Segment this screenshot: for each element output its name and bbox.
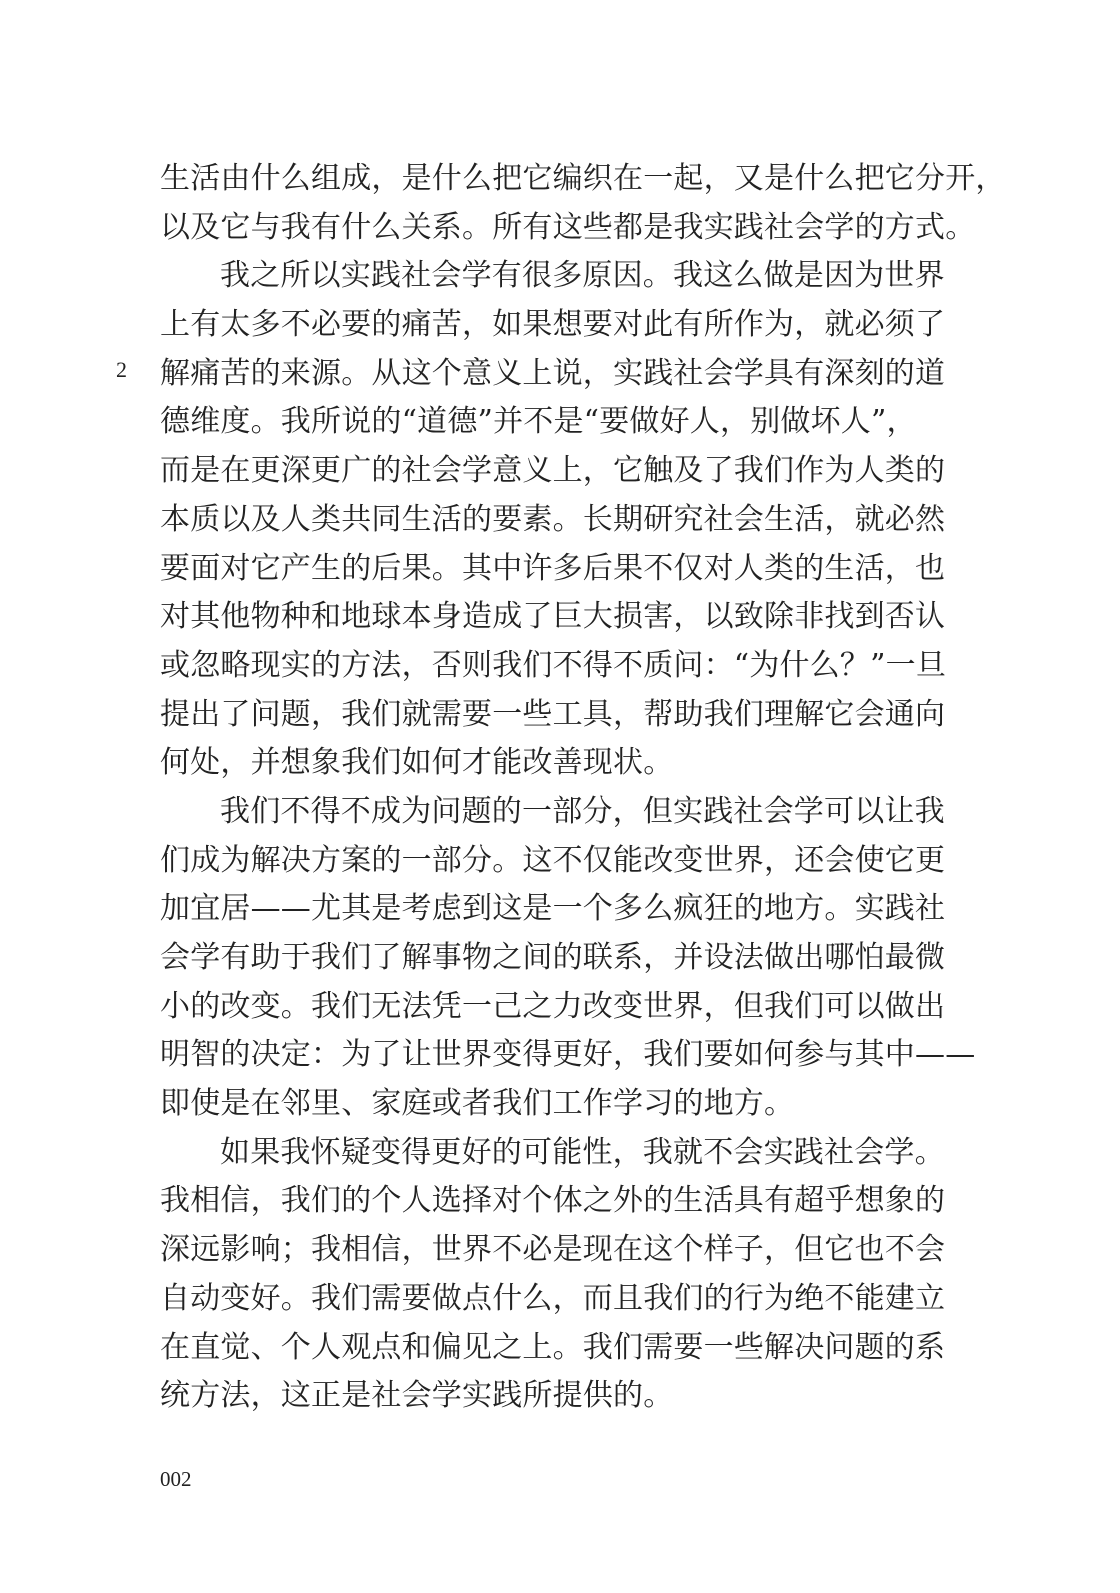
text-line: 我之所以实践社会学有很多原因。我这么做是因为世界 (220, 258, 945, 294)
text-line: 上有太多不必要的痛苦，如果想要对此有所作为，就必须了 (160, 307, 946, 343)
text-line: 要面对它产生的后果。其中许多后果不仅对人类的生活，也 (160, 550, 946, 586)
text-line: 我们不得不成为问题的一部分，但实践社会学可以让我 (220, 793, 945, 829)
text-line: 深远影响；我相信，世界不必是现在这个样子，但它也不会 (160, 1232, 946, 1268)
text-line: 提出了问题，我们就需要一些工具，帮助我们理解它会通向 (160, 696, 946, 732)
text-line: 而是在更深更广的社会学意义上，它触及了我们作为人类的 (160, 453, 946, 489)
text-line: 即使是在邻里、家庭或者我们工作学习的地方。 (160, 1086, 795, 1122)
margin-note-number: 2 (116, 357, 127, 382)
text-line: 在直觉、个人观点和偏见之上。我们需要一些解决问题的系 (160, 1329, 946, 1365)
text-line: 解痛苦的来源。从这个意义上说，实践社会学具有深刻的道 (160, 355, 946, 391)
text-line: 统方法，这正是社会学实践所提供的。 (160, 1378, 674, 1414)
text-line: 生活由什么组成，是什么把它编织在一起，又是什么把它分开， (160, 161, 1006, 196)
text-line: 何处，并想象我们如何才能改善现状。 (160, 745, 674, 781)
text-line: 自动变好。我们需要做点什么，而且我们的行为绝不能建立 (160, 1280, 946, 1316)
text-line: 以及它与我有什么关系。所有这些都是我实践社会学的方式。 (160, 209, 976, 245)
text-line: 德维度。我所说的“道德”并不是“要做好人，别做坏人”， (160, 404, 917, 440)
text-line: 本质以及人类共同生活的要素。长期研究社会生活，就必然 (160, 501, 946, 537)
text-line: 会学有助于我们了解事物之间的联系，并设法做出哪怕最微 (160, 940, 946, 975)
page-number: 002 (160, 1467, 192, 1491)
text-line: 加宜居——尤其是考虑到这是一个多么疯狂的地方。实践社 (160, 891, 946, 927)
text-line: 明智的决定：为了让世界变得更好，我们要如何参与其中—— (160, 1037, 976, 1073)
text-line: 我相信，我们的个人选择对个体之外的生活具有超乎想象的 (160, 1183, 946, 1219)
body-text (160, 155, 1006, 1421)
text-line: 们成为解决方案的一部分。这不仅能改变世界，还会使它更 (160, 842, 946, 878)
text-line: 或忽略现实的方法，否则我们不得不质问：“为什么？”一旦 (160, 647, 947, 683)
text-line: 小的改变。我们无法凭一己之力改变世界，但我们可以做出 (160, 988, 946, 1024)
text-line: 对其他物种和地球本身造成了巨大损害，以致除非找到否认 (160, 599, 946, 635)
text-line: 如果我怀疑变得更好的可能性，我就不会实践社会学。 (220, 1134, 945, 1170)
